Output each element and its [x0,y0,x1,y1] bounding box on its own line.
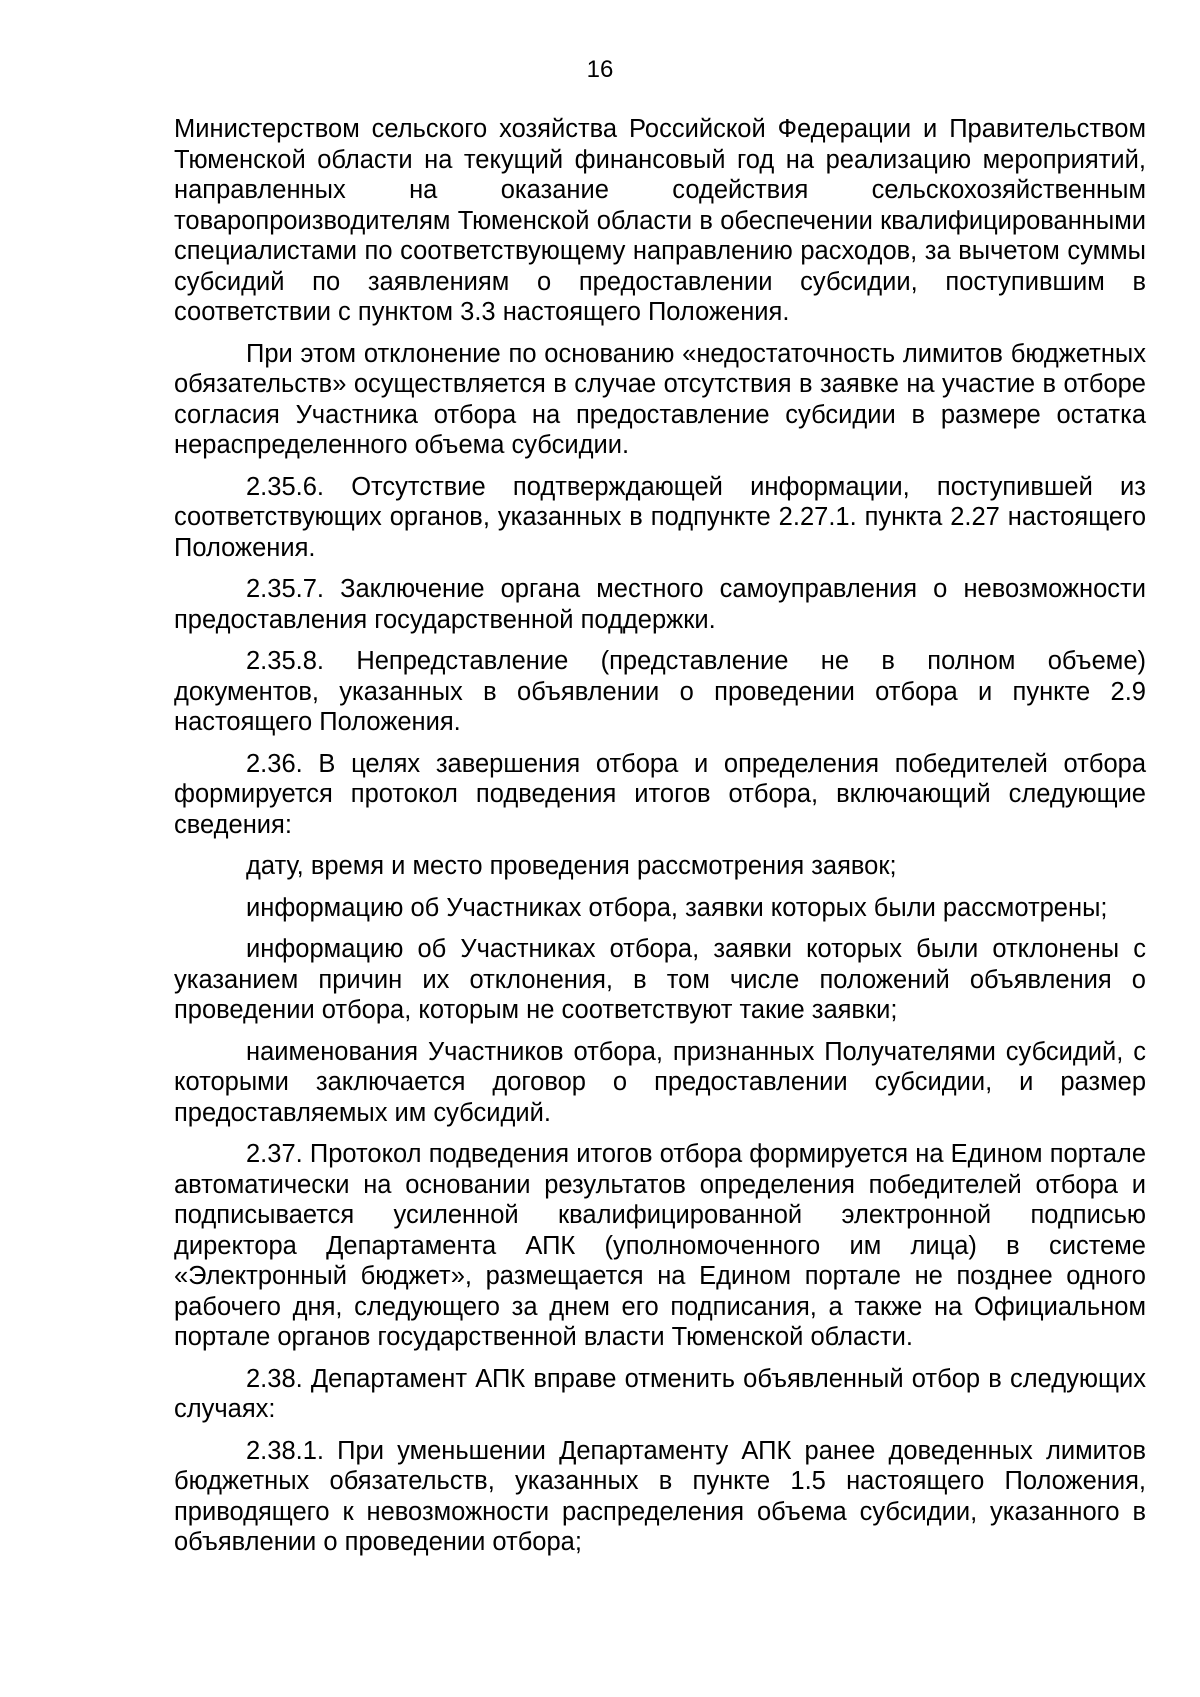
paragraph-2-36: 2.36. В целях завершения отбора и определения победителей отбора формируется протокол подведения итогов отбора, включающий следующие сведения: [174,749,1146,839]
list-item-rejected-participants: информацию об Участниках отбора, заявки которых были отклонены с указанием причин их отклонения, в том числе положений объявления о проведении отбора, которым не соответствуют такие заявки; [174,935,1146,1024]
paragraph-2-35-6: 2.35.6. Отсутствие подтверждающей информации, поступившей из соответствующих органов, указанных в подпункте 2.27.1. пункта 2.27 настоящего Положения. [174,472,1146,562]
page-number: 16 [586,56,614,83]
paragraph-2-38-1: 2.38.1. При уменьшении Департаменту АПК ранее доведенных лимитов бюджетных обязательств, указанных в пункте 1.5 настоящего Положения, приводящего к невозможности распределения объема субсидии, указанного в объявлении о проведении отбора; [174,1436,1146,1556]
paragraph-2-35-8: 2.35.8. Непредставление (представление не в полном объеме) документов, указанных в объявлении о проведении отбора и пункте 2.9 настоящего Положения. [174,647,1146,736]
list-item-date-time-place: дату, время и место проведения рассмотрения заявок; [246,852,897,880]
paragraph-2-37: 2.37. Протокол подведения итогов отбора формируется на Едином портале автоматически на основании результатов определения победителей отбора и подписывается усиленной квалифицированной электронной подписью директора Департамента АПК (уполномоченного им лица) в системе «Электронный бюджет», размещается на Едином портале не позднее одного рабочего дня, следующего за днем его подписания, а также на Официальном портале органов государственной власти Тюменской области. [174,1140,1146,1351]
list-item-reviewed-participants: информацию об Участниках отбора, заявки которых были рассмотрены; [246,893,1108,922]
paragraph-limits-rejection: При этом отклонение по основанию «недостаточность лимитов бюджетных обязательств» осуществляется в случае отсутствия в заявке на участие в отборе согласия Участника отбора на предоставление субсидии в размере остатка нераспределенного объема субсидии. [174,339,1146,459]
paragraph-2-38: 2.38. Департамент АПК вправе отменить объявленный отбор в следующих случаях: [174,1364,1146,1423]
paragraph-2-35-7: 2.35.7. Заключение органа местного самоуправления о невозможности предоставления государственной поддержки. [174,575,1146,634]
list-item-recipients: наименования Участников отбора, признанных Получателями субсидий, с которыми заключается договор о предоставлении субсидии, и размер предоставляемых им субсидий. [174,1037,1146,1127]
paragraph-continuation: Министерством сельского хозяйства Российской Федерации и Правительством Тюменской области на текущий финансовый год на реализацию мероприятий, направленных на оказание содействия сельскохозяйственным товаропроизводителям Тюменской области в обеспечении квалифицированными специалистами по соответствующему направлению расходов, за вычетом суммы субсидий по заявлениям о предоставлении субсидии, поступившим в соответствии с пунктом 3.3 настоящего Положения. [174,115,1146,326]
document-body [174,114,1146,1569]
